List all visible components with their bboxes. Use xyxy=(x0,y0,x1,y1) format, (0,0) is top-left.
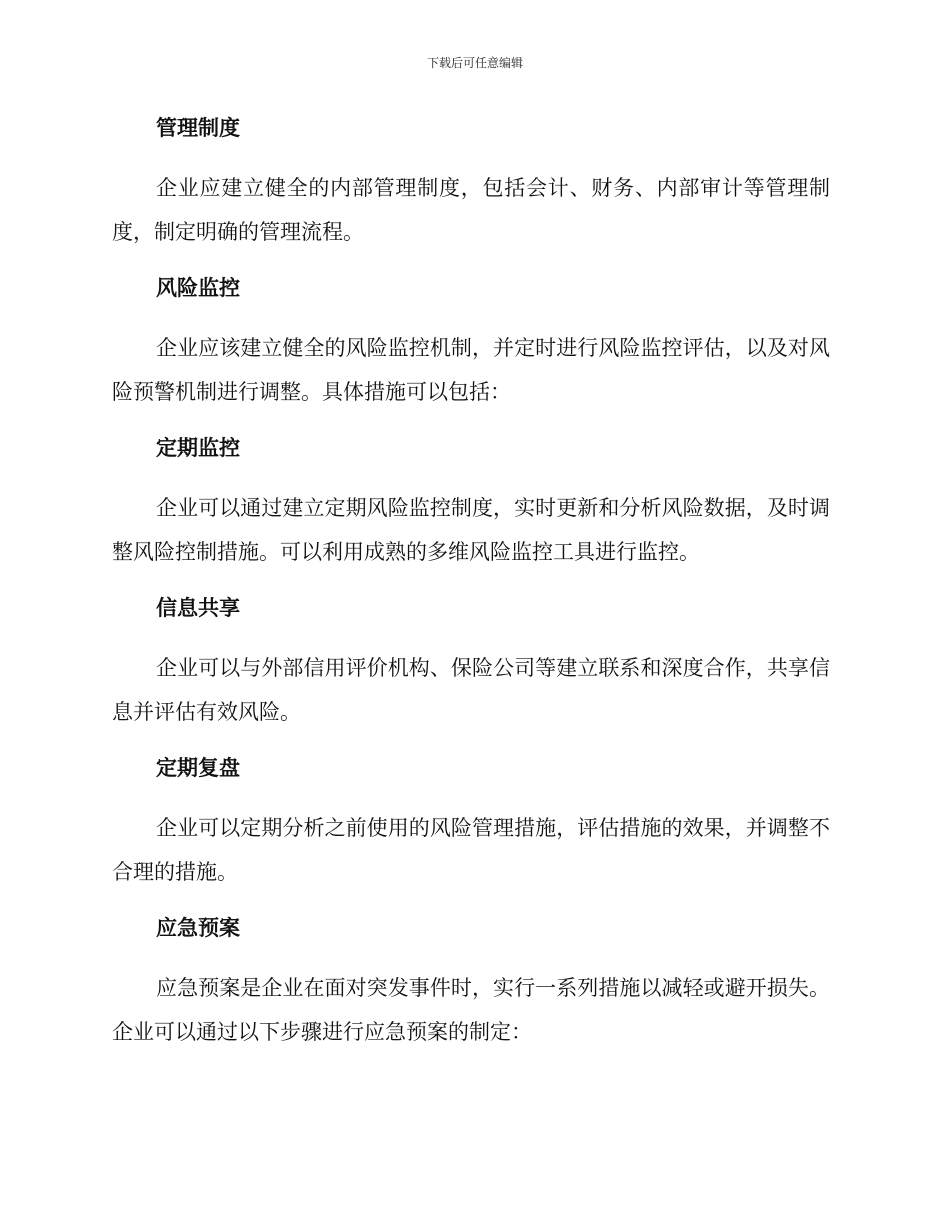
section-paragraph-risk-monitoring: 企业应该建立健全的风险监控机制，并定时进行风险监控评估，以及对风险预警机制进行调整。具体措施可以包括： xyxy=(112,336,830,404)
section-paragraph-emergency-plan: 应急预案是企业在面对突发事件时，实行一系列措施以减轻或避开损失。企业可以通过以下步骤进行应急预案的制定： xyxy=(112,976,830,1044)
document-body xyxy=(112,110,830,1070)
section-heading-periodic-review: 定期复盘 xyxy=(156,756,240,780)
section-heading-periodic-monitoring: 定期监控 xyxy=(156,436,240,460)
section-heading-management-system: 管理制度 xyxy=(156,116,240,140)
section-paragraph-periodic-review: 企业可以定期分析之前使用的风险管理措施，评估措施的效果，并调整不合理的措施。 xyxy=(112,816,830,884)
section-heading-information-sharing: 信息共享 xyxy=(156,596,240,620)
section-paragraph-information-sharing: 企业可以与外部信用评价机构、保险公司等建立联系和深度合作，共享信息并评估有效风险。 xyxy=(112,656,830,724)
section-paragraph-periodic-monitoring: 企业可以通过建立定期风险监控制度，实时更新和分析风险数据，及时调整风险控制措施。可以利用成熟的多维风险监控工具进行监控。 xyxy=(112,496,830,564)
section-heading-risk-monitoring: 风险监控 xyxy=(156,276,240,300)
section-heading-emergency-plan: 应急预案 xyxy=(156,916,240,940)
page-header: 下载后可任意编辑 xyxy=(426,56,523,70)
section-paragraph-management-system: 企业应建立健全的内部管理制度，包括会计、财务、内部审计等管理制度，制定明确的管理流程。 xyxy=(112,176,830,244)
